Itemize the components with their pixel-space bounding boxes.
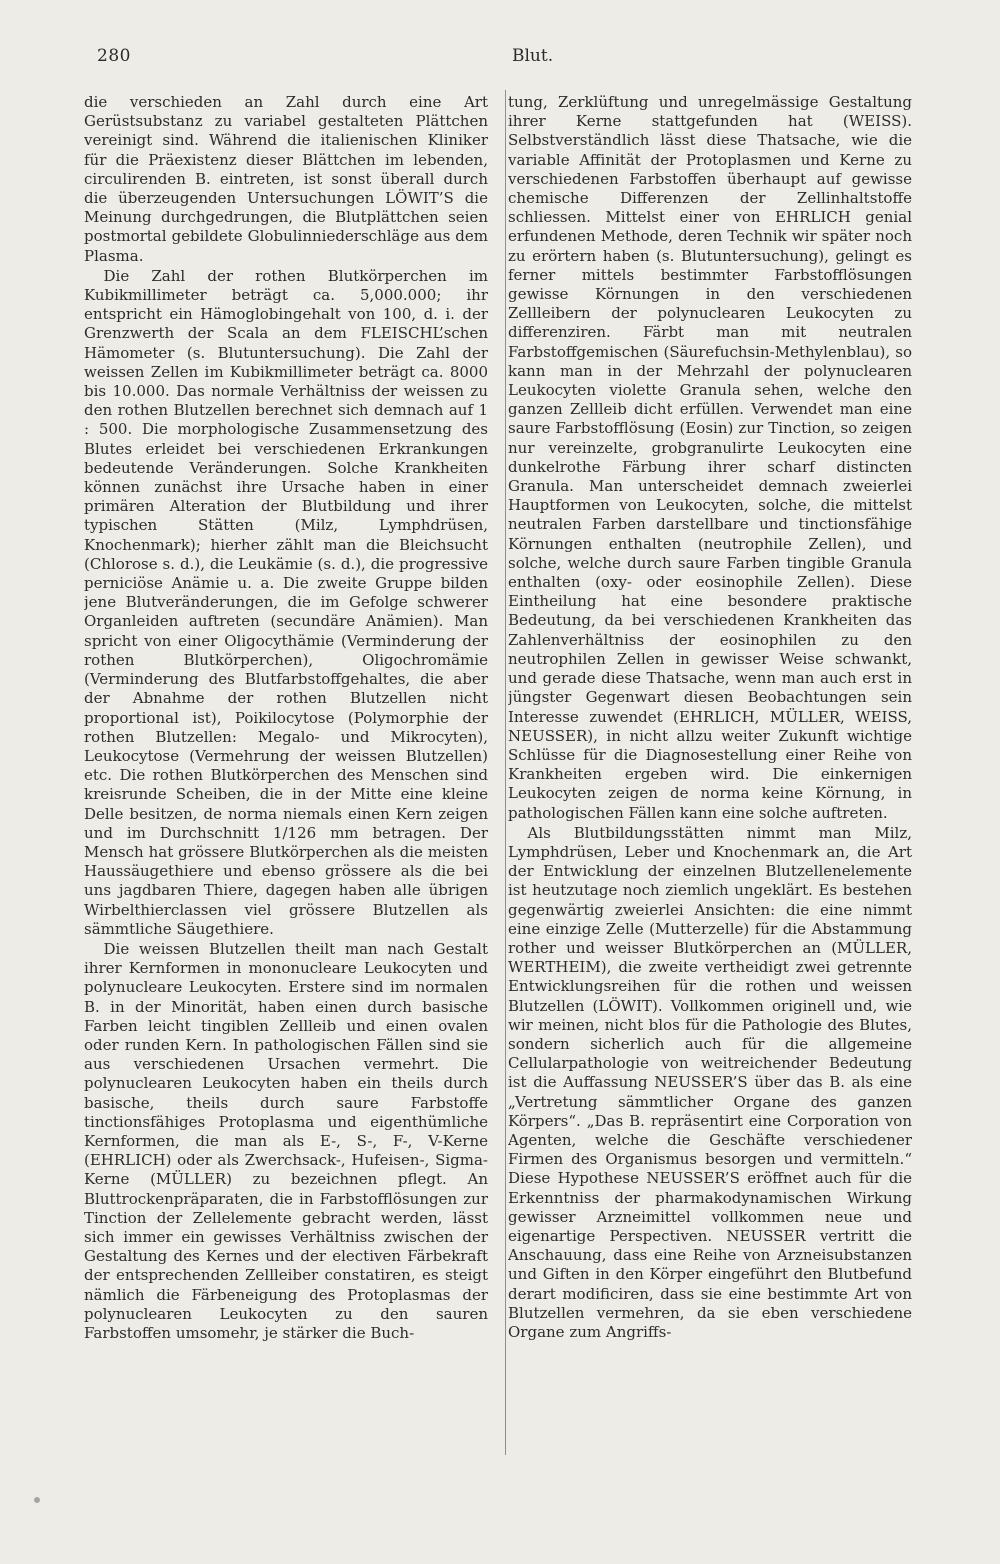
paragraph: die verschieden an Zahl durch eine Art Gerüstsubstanz zu variabel gestalteten Plättchen vereinigt sind. Während die italienischen Kliniker für die Präexistenz dieser Blättchen im lebenden, circulirenden B. eintreten, ist sonst überall durch die überzeugenden Untersuchungen LÖWIT’S die Meinung durchgedrungen, die Blutplättchen seien postmortal gebildete Globulinniederschläge aus dem Plasma. [84, 93, 488, 265]
paragraph: Als Blutbildungsstätten nimmt man Milz, Lymphdrüsen, Leber und Knochenmark an, die Art der Entwicklung der einzelnen Blutzellenelemente ist heutzutage noch ziemlich ungeklärt. Es bestehen gegenwärtig zweierlei Ansichten: die eine nimmt eine einzige Zelle (Mutterzelle) für die Abstammung rother und weisser Blutkörperchen an (MÜLLER, WERTHEIM), die zweite vertheidigt zwei getrennte Entwicklungsreihen für die rothen und weissen Blutzellen (LÖWIT). Vollkommen originell und, wie wir meinen, nicht blos für die Pathologie des Blutes, sondern sicherlich auch für die allgemeine Cellularpathologie von weitreichender Bedeutung ist die Auffassung NEUSSER’S über das B. als eine „Vertretung sämmtlicher Organe des ganzen Körpers“. „Das B. repräsentirt eine Corporation von Agenten, welche die Geschäfte verschiedener Firmen des Organismus besorgen und vermitteln.“ Diese Hypothese NEUSSER’S eröffnet auch für die Erkenntniss der pharmakodynamischen Wirkung gewisser Arzneimittel vollkommen neue und eigenartige Perspectiven. NEUSSER vertritt die Anschauung, dass eine Reihe von Arzneisubstanzen und Giften in den Körper eingeführt den Blutbefund derart modificiren, dass sie eine bestimmte Art von Blutzellen vermehren, da sie eben verschiedene Organe zum Angriffs- [508, 823, 912, 1341]
running-head: Blut. [512, 46, 554, 66]
paragraph: tung, Zerklüftung und unregelmässige Gestaltung ihrer Kerne stattgefunden hat (WEISS). Selbstverständlich lässt diese Thatsache, wie die variable Affinität der Protoplasmen und Kerne zu verschiedenen Farbstoffen überhaupt auf gewisse chemische Differenzen der Zellinhaltstoffe schliessen. Mittelst einer von EHRLICH genial erfundenen Methode, deren Technik wir später noch zu erörtern haben (s. Blutuntersuchung), gelingt es ferner mittels bestimmter Farbstofflösungen gewisse Körnungen in den verschiedenen Zellleibern der polynuclearen Leukocyten zu differenziren. Färbt man mit neutralen Farbstoffgemischen (Säurefuchsin-Methylenblau), so kann man in der Mehrzahl der polynuclearen Leukocyten violette Granula sehen, welche den ganzen Zellleib dicht erfüllen. Verwendet man eine saure Farbstofflösung (Eosin) zur Tinction, so zeigen nur vereinzelte, grobgranulirte Leukocyten eine dunkelrothe Färbung ihrer scharf distincten Granula. Man unterscheidet demnach zweierlei Hauptformen von Leukocyten, solche, die mittelst neutralen Farben darstellbare und tinctionsfähige Körnungen enthalten (neutrophile Zellen), und solche, welche durch saure Farben tingible Granula enthalten (oxy- oder eosinophile Zellen). Diese Eintheilung hat eine besondere praktische Bedeutung, da bei verschiedenen Krankheiten das Zahlenverhältniss der eosinophilen zu den neutrophilen Zellen in gewisser Weise schwankt, und gerade diese Thatsache, wenn man auch erst in jüngster Gegenwart diesen Beobachtungen sein Interesse zuwendet (EHRLICH, MÜLLER, WEISS, NEUSSER), in nicht allzu weiter Zukunft wichtige Schlüsse für die Diagnosestellung einer Reihe von Krankheiten ergeben wird. Die einkernigen Leukocyten zeigen de norma keine Körnung, in pathologischen Fällen kann eine solche auftreten. [508, 93, 912, 822]
left-column [84, 93, 488, 1473]
paragraph: Die weissen Blutzellen theilt man nach Gestalt ihrer Kernformen in mononucleare Leukocyten und polynucleare Leukocyten. Erstere sind im normalen B. in der Minorität, haben einen durch basische Farben leicht tingiblen Zellleib und einen ovalen oder runden Kern. In pathologischen Fällen sind sie aus verschiedenen Ursachen vermehrt. Die polynuclearen Leukocyten haben ein theils durch basische, theils durch saure Farbstoffe tinctionsfähiges Protoplasma und eigenthümliche Kernformen, die man als E-, S-, F-, V-Kerne (EHRLICH) oder als Zwerchsack-, Hufeisen-, Sigma-Kerne (MÜLLER) zu bezeichnen pflegt. An Bluttrockenpräparaten, die in Farbstofflösungen zur Tinction der Zellelemente gebracht werden, lässt sich immer ein gewisses Verhältniss zwischen der Gestaltung des Kernes und der electiven Färbekraft der entsprechenden Zellleiber constatiren, es steigt nämlich die Färbeneigung des Protoplasmas der polynuclearen Leukocyten zu den sauren Farbstoffen umsomehr, je stärker die Buch- [84, 939, 488, 1342]
paragraph: Die Zahl der rothen Blutkörperchen im Kubikmillimeter beträgt ca. 5,000.000; ihr entspricht ein Hämoglobingehalt von 100, d. i. der Grenzwerth der Scala an dem FLEISCHL’schen Hämometer (s. Blutuntersuchung). Die Zahl der weissen Zellen im Kubikmillimeter beträgt ca. 8000 bis 10.000. Das normale Verhältniss der weissen zu den rothen Blutzellen berechnet sich demnach auf 1 : 500. Die morphologische Zusammensetzung des Blutes erleidet bei verschiedenen Erkrankungen bedeutende Veränderungen. Solche Krankheiten können zunächst ihre Ursache haben in einer primären Alteration der Blutbildung und ihrer typischen Stätten (Milz, Lymphdrüsen, Knochenmark); hierher zählt man die Bleichsucht (Chlorose s. d.), die Leukämie (s. d.), die progressive perniciöse Anämie u. a. Die zweite Gruppe bilden jene Blutveränderungen, die im Gefolge schwerer Organleiden auftreten (secundäre Anämien). Man spricht von einer Oligocythämie (Verminderung der rothen Blutkörperchen), Oligochromämie (Verminderung des Blutfarbstoffgehaltes, die aber der Abnahme der rothen Blutzellen nicht proportional ist), Poikilocytose (Polymorphie der rothen Blutzellen: Megalo- und Mikrocyten), Leukocytose (Vermehrung der weissen Blutzellen) etc. Die rothen Blutkörperchen des Menschen sind kreisrunde Scheiben, die in der Mitte eine kleine Delle besitzen, de norma niemals einen Kern zeigen und im Durchschnitt 1/126 mm betragen. Der Mensch hat grössere Blutkörperchen als die meisten Haussäugethiere und ebenso grössere als die bei uns jagdbaren Thiere, dagegen haben alle übrigen Wirbelthierclassen viel grössere Blutzellen als sämmtliche Säugethiere. [84, 266, 488, 938]
right-column [508, 93, 912, 1473]
column-divider [505, 90, 506, 1455]
page-number: 280 [97, 46, 131, 66]
ink-smudge [34, 1497, 40, 1503]
